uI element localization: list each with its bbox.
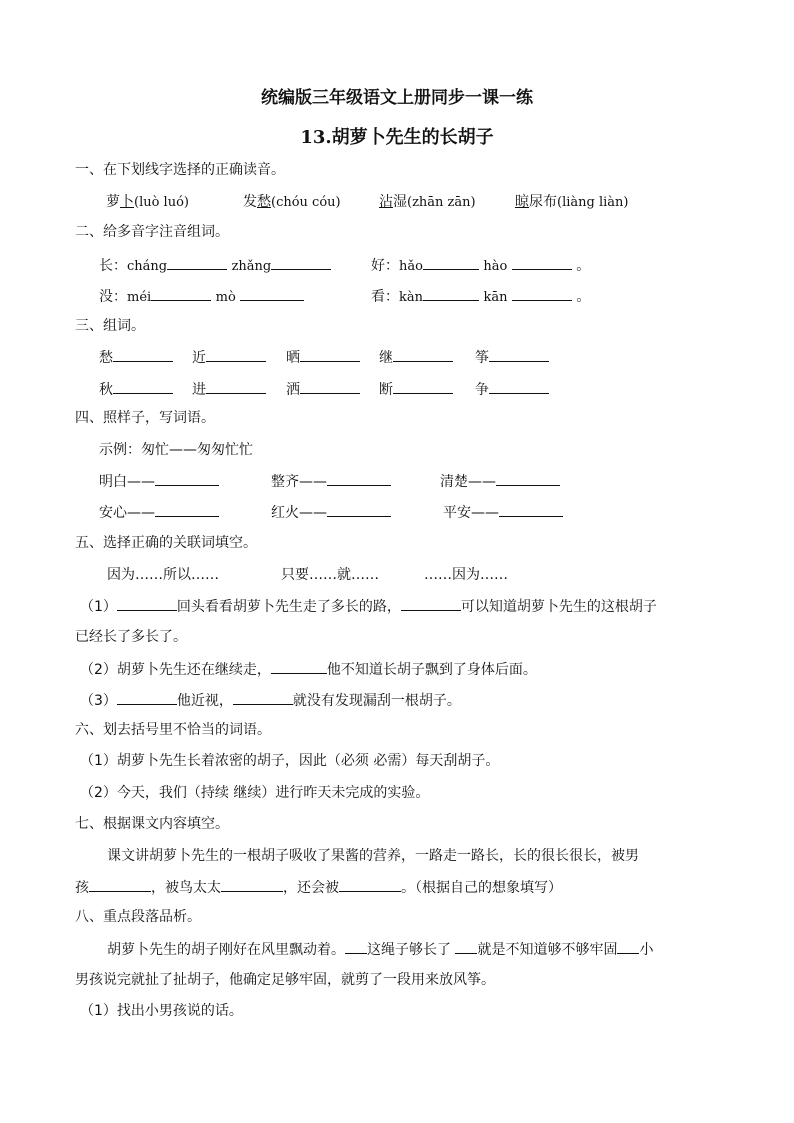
q1-item: 发愁(chóu cóu) [243, 194, 341, 210]
q4-cell: 平安—— [443, 502, 563, 523]
conjunction-option: ……因为…… [424, 567, 508, 583]
q2-row: 没：méi mò [99, 286, 304, 308]
underlined-char: 晾 [515, 194, 529, 210]
answer-blank[interactable] [233, 690, 293, 705]
answer-blank[interactable] [393, 379, 453, 394]
q5-heading: 五、选择正确的关联词填空。 [75, 535, 257, 551]
answer-blank[interactable] [151, 286, 211, 301]
q2-heading: 二、给多音字注音组词。 [75, 224, 229, 240]
q4-cell: 明白—— [99, 471, 219, 492]
answer-blank[interactable] [300, 379, 360, 394]
answer-blank[interactable] [167, 255, 227, 270]
q8-paragraph-line-1: 胡萝卜先生的胡子刚好在风里飘动着。 这绳子够长了 就是不知道够不够牢固 小 [107, 939, 653, 960]
q4-example: 示例：匆忙——匆匆忙忙 [99, 442, 253, 458]
answer-blank[interactable] [327, 502, 391, 517]
answer-blank[interactable] [206, 379, 266, 394]
q5-sentence-3: （3） 他近视， 就没有发现漏刮一根胡子。 [80, 690, 461, 711]
answer-blank[interactable] [155, 471, 219, 486]
pinyin-options: (liàng liàn) [557, 195, 629, 210]
q1-item: 晾尿布(liàng liàn) [515, 194, 629, 210]
q6-heading: 六、划去括号里不恰当的词语。 [75, 722, 271, 738]
q6-sentence-1: （1）胡萝卜先生长着浓密的胡子，因此（必须 必需）每天刮胡子。 [80, 753, 500, 769]
q4-cell: 清楚—— [440, 471, 560, 492]
answer-blank[interactable] [89, 877, 151, 892]
answer-blank[interactable] [512, 255, 572, 270]
q7-heading: 七、根据课文内容填空。 [75, 816, 229, 832]
q3-cell: 继 [379, 347, 453, 368]
q8-heading: 八、重点段落品析。 [75, 909, 201, 925]
q5-sentence-2: （2）胡萝卜先生还在继续走， 他不知道长胡子飘到了身体后面。 [80, 659, 537, 680]
q1-item: 萝卜(luò luó) [106, 194, 189, 210]
punctuation-blank[interactable] [455, 939, 477, 954]
punctuation-blank[interactable] [617, 939, 639, 954]
q3-cell: 筝 [475, 347, 549, 368]
answer-blank[interactable] [155, 502, 219, 517]
q3-cell: 近 [192, 347, 266, 368]
q2-row: 好：hǎo hào 。 [371, 255, 590, 277]
q2-row: 看：kàn kān 。 [371, 286, 590, 308]
answer-blank[interactable] [489, 379, 549, 394]
answer-blank[interactable] [113, 379, 173, 394]
answer-blank[interactable] [512, 286, 572, 301]
answer-blank[interactable] [423, 255, 479, 270]
answer-blank[interactable] [117, 690, 177, 705]
answer-blank[interactable] [206, 347, 266, 362]
answer-blank[interactable] [499, 502, 563, 517]
conjunction-option: 因为……所以…… [107, 567, 219, 583]
q3-cell: 愁 [99, 347, 173, 368]
conjunction-option: 只要……就…… [281, 567, 379, 583]
q3-cell: 断 [379, 379, 453, 400]
answer-blank[interactable] [489, 347, 549, 362]
worksheet-title: 统编版三年级语文上册同步一课一练 [261, 88, 533, 108]
answer-blank[interactable] [300, 347, 360, 362]
underlined-char: 愁 [257, 194, 271, 210]
lesson-title: 13.胡萝卜先生的长胡子 [300, 127, 494, 148]
punctuation-blank[interactable] [345, 939, 367, 954]
answer-blank[interactable] [401, 596, 461, 611]
q6-sentence-2: （2）今天，我们（持续 继续）进行昨天未完成的实验。 [80, 785, 430, 801]
pinyin-options: (zhān zān) [407, 195, 476, 210]
q3-cell: 洒 [286, 379, 360, 400]
answer-blank[interactable] [113, 347, 173, 362]
q4-heading: 四、照样子，写词语。 [75, 410, 215, 426]
q4-cell: 整齐—— [271, 471, 391, 492]
pinyin-options: (chóu cóu) [271, 195, 341, 210]
answer-blank[interactable] [271, 255, 331, 270]
underlined-char: 卜 [120, 194, 134, 210]
q4-cell: 安心—— [99, 502, 219, 523]
answer-blank[interactable] [496, 471, 560, 486]
answer-blank[interactable] [423, 286, 479, 301]
q5-sentence-1: （1） 回头看看胡萝卜先生走了多长的路， 可以知道胡萝卜先生的这根胡子 [80, 596, 657, 617]
q3-cell: 晒 [286, 347, 360, 368]
q3-cell: 争 [475, 379, 549, 400]
answer-blank[interactable] [221, 877, 283, 892]
answer-blank[interactable] [393, 347, 453, 362]
q8-paragraph-line-2: 男孩说完就扯了扯胡子，他确定足够牢固，就剪了一段用来放风筝。 [75, 972, 495, 988]
q8-sub-question-1: （1）找出小男孩说的话。 [80, 1003, 243, 1019]
q2-row: 长：cháng zhǎng [99, 255, 331, 277]
q4-cell: 红火—— [271, 502, 391, 523]
answer-blank[interactable] [271, 659, 327, 674]
q3-cell: 进 [192, 379, 266, 400]
q7-paragraph-line-2: 孩 ，被鸟太太 ，还会被 。（根据自己的想象填写） [75, 877, 562, 898]
q3-cell: 秋 [99, 379, 173, 400]
answer-blank[interactable] [327, 471, 391, 486]
pinyin-options: (luò luó) [134, 195, 189, 210]
q3-heading: 三、组词。 [75, 318, 145, 334]
q1-heading: 一、在下划线字选择的正确读音。 [75, 162, 285, 178]
answer-blank[interactable] [339, 877, 401, 892]
answer-blank[interactable] [117, 596, 177, 611]
answer-blank[interactable] [240, 286, 304, 301]
q5-sentence-1-cont: 已经长了多长了。 [75, 629, 187, 645]
q1-item: 沾湿(zhān zān) [379, 194, 476, 210]
q7-paragraph-line-1: 课文讲胡萝卜先生的一根胡子吸收了果酱的营养，一路走一路长，长的很长很长，被男 [107, 848, 639, 864]
underlined-char: 沾 [379, 194, 393, 210]
